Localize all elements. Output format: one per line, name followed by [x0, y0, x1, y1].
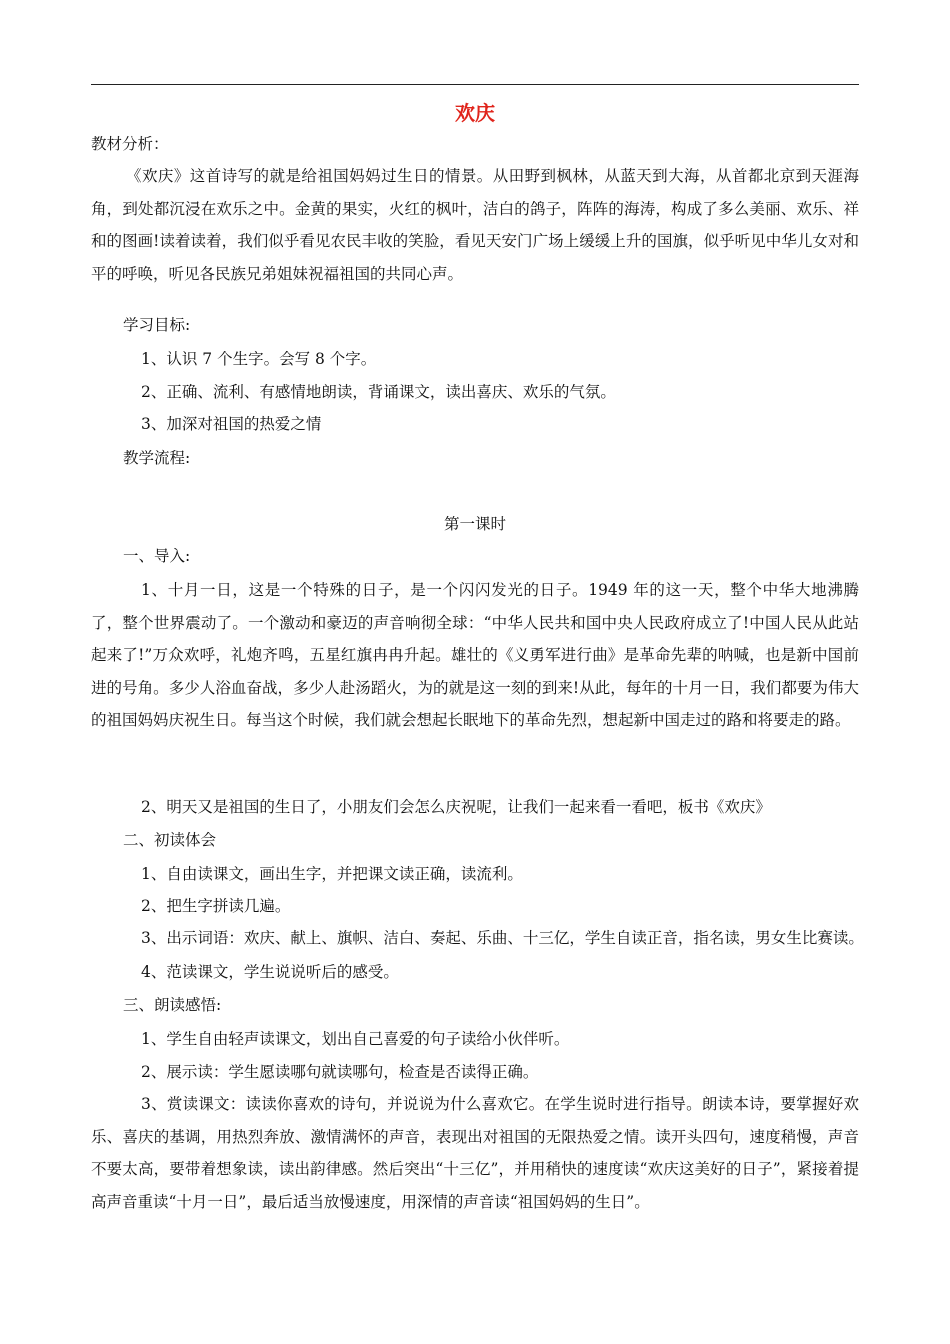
section3-item: 2、展示读：学生愿读哪句就读哪句，检查是否读得正确。	[141, 1063, 539, 1081]
section3-item: 1、学生自由轻声读课文，划出自己喜爱的句子读给小伙伴听。	[141, 1030, 570, 1048]
section3-heading: 三、朗读感悟:	[123, 996, 222, 1014]
section1-heading: 一、导入:	[123, 547, 191, 565]
goal-item: 3、加深对祖国的热爱之情	[141, 415, 322, 433]
section1-paragraph: 1、十月一日，这是一个特殊的日子，是一个闪闪发光的日子。1949 年的这一天，整个中华大地沸腾了，整个世界震动了。一个激动和豪迈的声音响彻全球：“中华人民共和国中央人民政府成立了!中国人民从此站起来了!”万众欢呼，礼炮齐鸣，五星红旗冉冉升起。雄壮的《义勇军进行曲》是革命先辈的呐喊，也是新中国前进的号角。多少人浴血奋战，多少人赴汤蹈火，为的就是这一刻的到来!从此，每年的十月一日，我们都要为伟大的祖国妈妈庆祝生日。每当这个时候，我们就会想起长眠地下的革命先烈，想起新中国走过的路和将要走的路。	[91, 581, 859, 730]
header-rule	[91, 84, 859, 85]
material-heading: 教材分析：	[91, 135, 169, 153]
section2-item: 2、把生字拼读几遍。	[141, 897, 291, 915]
section2-item: 4、范读课文，学生说说听后的感受。	[141, 963, 399, 981]
process-heading: 教学流程:	[123, 449, 191, 467]
lesson-title: 第一课时	[443, 515, 506, 533]
document-title: 欢庆	[455, 101, 495, 125]
section3-paragraph: 3、赏读课文：读读你喜欢的诗句，并说说为什么喜欢它。在学生说时进行指导。朗读本诗，要掌握好欢乐、喜庆的基调，用热烈奔放、激情满怀的声音，表现出对祖国的无限热爱之情。读开头四句，速度稍慢，声音不要太高，要带着想象读，读出韵律感。然后突出“十三亿”，并用稍快的速度读“欢庆这美好的日子”，紧接着提高声音重读“十月一日”，最后适当放慢速度，用深情的声音读“祖国妈妈的生日”。	[91, 1095, 859, 1211]
section1-paragraph-2: 2、明天又是祖国的生日了，小朋友们会怎么庆祝呢，让我们一起来看一看吧，板书《欢庆》	[141, 798, 771, 816]
section2-item: 1、自由读课文，画出生字，并把课文读正确，读流利。	[141, 865, 523, 883]
goal-item: 2、正确、流利、有感情地朗读，背诵课文，读出喜庆、欢乐的气氛。	[141, 383, 616, 401]
section2-heading: 二、初读体会	[123, 831, 217, 849]
goals-heading: 学习目标:	[123, 316, 191, 334]
goal-item: 1、认识 7 个生字。会写 8 个字。	[141, 350, 377, 368]
section2-item: 3、出示词语：欢庆、献上、旗帜、洁白、奏起、乐曲、十三亿，学生自读正音，指名读，男女生比赛读。	[141, 929, 864, 947]
material-paragraph: 《欢庆》这首诗写的就是给祖国妈妈过生日的情景。从田野到枫林，从蓝天到大海，从首都北京到天涯海角，到处都沉浸在欢乐之中。金黄的果实，火红的枫叶，洁白的鸽子，阵阵的海涛，构成了多么美丽、欢乐、祥和的图画!读着读着，我们似乎看见农民丰收的笑脸，看见天安门广场上缓缓上升的国旗，似乎听见中华儿女对和平的呼唤，听见各民族兄弟姐妹祝福祖国的共同心声。	[91, 167, 859, 283]
